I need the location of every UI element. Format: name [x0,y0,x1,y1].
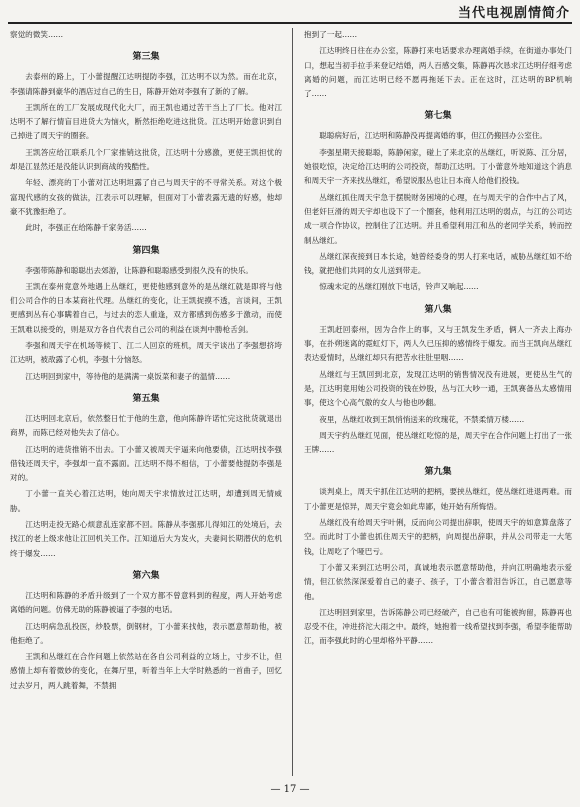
paragraph: 江达明终日往在办公室，陈静打来电话要求办理离婚手续，在街道办事处门口，想起当初手拉手来登记结婚，两人百感交集，陈静再次恳求江达明仔细考虑离婚的问题，而江达明已经不愿再拖延下去。正在这时，江达明的BP机响了…… [304,46,572,99]
episode-heading-6: 第六集 [132,570,160,581]
column-divider [292,28,293,776]
paragraph: 聪聪病好后，江达明和陈静没再提离婚的事，但江仍搬回办公室住。 [319,131,547,141]
paragraph: 李强星期天接聪聪，陈静闲家，碰上了来北京的丛继红，听说陈、江分居，她很吃惊，决定给江达明的公司投资，帮助江达明。丁小蕾意外地知道这个消息和周天宇一齐来找丛继红，希望说服丛也让日本商人给他们投钱。 [304,147,572,186]
paragraph: 江达明回到家里，告诉陈静公司已经破产，自己也有可能被拘留，陈静再也忍受不住，冲进挤沱大雨之中。最终，她抱着一线希望找到李强，希望李能帮助江，而李强此时的心里却格外平静…… [304,607,572,646]
paragraph: 丛继红与王凯回到北京，发现江达明的销售情况没有进展，更使丛生气的是，江达明竟用她公司投资的钱在炒股，丛与江大吵一通，王凯赛备丛太感情用事，使这个心高气傲的女人与他也吵翻。 [304,369,572,408]
paragraph: 丛继红深夜接到日本长途，她曾经委身的男人打来电话，威胁丛继红如不给钱，就把他们共同的女儿送到带走。 [304,251,572,276]
paragraph: 江达明回北京后，依然整日忙于他的生意，他向陈静许诺忙完这批货就退出商界，而陈已经对他失去了信心。 [10,413,282,438]
paragraph: 察觉的微笑…… [10,30,64,39]
paragraph: 去泰州的路上，丁小蕾提醒江达明提防李强，江达明不以为然。而在北京，李强请陈静到豪华的酒店过自己的生日，陈静开始对李强有了新的了解。 [10,72,282,96]
paragraph: 王凯答应给江联系几个厂家推销这批货，江达明十分感激，更使王凯担忧的却是江显然还是没能认识到商战的残酷性。 [10,147,282,172]
paragraph: 谈判桌上，周天宇抓住江达明的把柄，要挟丛继红，使丛继红进退两难。而丁小蕾更是惊异，周天宇竟会如此卑鄙，她开始有所悔悟。 [304,487,572,511]
paragraph: 王凯赶回泰州，因为合作上的事，又与王凯发生矛盾，俩人一齐去上海办事，在扑朔迷离的霓虹灯下，两人久已压抑的感情终于爆发。而当王凯向丛继红表达爱情时，丛继红却只有把苦水往肚里咽…… [304,324,572,363]
paragraph: 丁小蕾一直关心着江达明，她向周天宇求情放过江达明，却遭到周无情威胁。 [10,489,282,513]
paragraph: 江达明的进货推销不出去。丁小蕾又被周天宇逼来向他要债，江达明找李强借钱还周天宇，李强却一直不露面。江达明不得不相信，丁小蕾要他提防李强是对的。 [10,444,282,483]
paragraph: 江达明回到家中，等待他的是满满一桌饭菜和妻子的温情…… [25,371,231,381]
paragraph: 惊魂未定的丛继红刚放下电话，铃声又响起…… [319,282,479,292]
paragraph: 李强带陈静和聪聪出去郊游，让陈静和聪聪感受到很久没有的快乐。 [25,265,253,275]
paragraph: 王凯在泰州竟意外地遇上丛继红，更使他感到意外的是丛继红就是即将与他们公司合作的日本某商社代理。丛继红的变化，让王凯捉摸不透，言谈间，王凯更感到丛有心事瞒着自己，与过去的恋人重逢，双方都感到伤感多于激动，而使王凯难以接受的，则是双方各自代表自己公司的利益在谈判中勝枪舌剑。 [10,281,282,334]
paragraph: 年轻、漂亮的丁小蕾对江达明坦露了自己与周天宇的不寻常关系。对这个极富现代感的女孩的做法，江表示可以理解，但面对丁小蕾表露无遗的好感，他却豪不犹豫拒绝了。 [10,178,282,216]
left-column [10,28,282,776]
header-rule [8,22,572,24]
paragraph: 周天宇约丛继红见面，使丛继红吃惊的是，周天宇在合作问题上打出了一张王牌…… [304,430,572,455]
episode-heading-5: 第五集 [132,393,160,404]
paragraph: 江达明和陈静的矛盾升级到了一个双方都不曾意料到的程度，两人开始考虑离婚的问题。仿佛无助的陈静被逼了李强的电话。 [10,590,282,615]
paragraph: 王凯所在的工厂发展成现代化大厂，而王凯也通过苦干当上了厂长。他对江达明不了解行情盲目进货大为恼火，断然拒绝吃进这批货。江达明开始意识到自己掉进了周天宇的圈套。 [10,102,282,141]
episode-heading-3: 第三集 [132,52,160,63]
paragraph: 李强和周天宇在机场等候丁、江二人回京的班机，周天宇谈出了李强想挤垮江达明，被敌露了心机，李强十分恼怒。 [10,341,282,365]
paragraph: 抱到了一起…… [304,30,358,39]
paragraph: 江达明病急乱投医，炒股票，倒钢材，丁小蕾来找他，表示愿意帮助他，被他拒绝了。 [10,621,282,645]
episode-heading-8: 第八集 [424,304,452,315]
page-number: — 17 — [270,784,310,795]
paragraph: 此时，李强正在给陈静千家务活…… [25,223,147,233]
publication-title: 当代电视剧情简介 [457,6,570,21]
paragraph: 丁小蕾又来到江达明公司，真诚地表示愿意帮助他，并向江明确地表示爱情，但江依然深深爱着自己的妻子、孩子，丁小蕾含着泪告诉江，自己愿意等他。 [304,562,572,601]
episode-heading-4: 第四集 [132,245,160,256]
episode-heading-9: 第九集 [424,467,452,478]
right-column [304,28,572,776]
page-header [0,0,580,22]
paragraph: 王凯和丛继红在合作问题上依然站在各自公司利益的立场上，寸步不让，但感情上却有着微妙的变化，在舞厅里，听着当年上大学时熟悉的一首曲子，回忆过去岁月，两人跳着舞，不禁拥 [10,652,282,690]
paragraph: 丛继红抓住周天宇急于摆脱财务困境的心理，在与周天宇的合作中占了风，但老奸巨滑的周天宇却也设下了一个圈套，他利用江达明的弱点，与江的公司达成一项合作协议，控制住了江达明。并且希望利用江和丛的老同学关系，转而控制丛继红。 [304,192,572,245]
paragraph: 夜里，丛继红收到王凯悄悄送来的玫瑰花，不禁柔情万楼…… [319,414,525,424]
paragraph: 江达明走投无路心烦意乱连家都不回。陈静从李强那儿得知江的处境后，去找江的老上级求他让江回机关工作。江知道后大为发火，夫妻间长期潜伏的危机终于爆发…… [10,520,282,558]
episode-heading-7: 第七集 [424,111,452,122]
paragraph: 丛继红没有给周天宇叶俐，反而向公司提出辞职，使周天宇的如意算盘落了空。而此时丁小蕾也抓住周天宇的把柄，向周提出辞职，并从公司带走一大笔钱，让周吃了个哑巴亏。 [304,518,572,556]
